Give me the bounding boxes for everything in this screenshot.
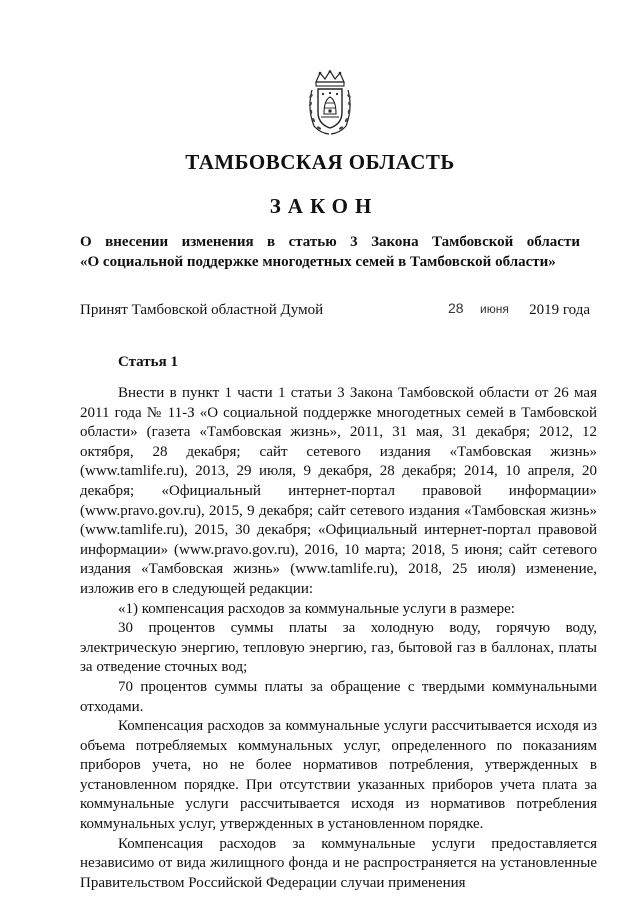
subject-word: изменения — [181, 234, 254, 250]
document-type: ЗАКОН — [269, 194, 379, 218]
law-subject-line-1 — [80, 232, 580, 252]
article-paragraph: «1) компенсация расходов за коммунальные услуги в размере: — [118, 600, 515, 617]
law-subject — [80, 232, 580, 272]
subject-word: Тамбовской — [432, 234, 514, 250]
adoption-line — [80, 302, 590, 322]
article-body — [80, 384, 597, 893]
article-paragraph: Внести в пункт 1 части 1 статьи 3 Закона Тамбовской области от 26 мая 2011 года № 11-З «О социальной поддержке многодетных семей в Тамбовской области» (газета «Тамбовская жизнь», 2011, 31 мая, 31 декабря; 2012, 12 октября, 28 декабря; сайт сетевого издания «Тамбовская жизнь» (www.tamlife.ru), 2013, 29 июля, 9 декабря, 28 декабря; 2014, 10 апреля, 20 декабря; «Официальный интернет-портал правовой информации» (www.pravo.gov.ru), 2015, 9 декабря; сайт сетевого издания «Тамбовская жизнь» (www.tamlife.ru), 2015, 30 декабря; «Официальный интернет-портал правовой информации» (www.pravo.gov.ru), 2016, 10 марта; 2018, 5 июня; сайт сетевого издания «Тамбовская жизнь» (www.tamlife.ru), 2018, 25 июля) изменение, изложив его в следующей редакции: — [80, 385, 597, 597]
subject-word: 3 — [350, 234, 358, 250]
article-paragraph: 70 процентов суммы платы за обращение с твердыми коммунальными отходами. — [80, 678, 597, 715]
article-paragraph: 30 процентов суммы платы за холодную воду, горячую воду, электрическую энергию, тепловую энергию, газ, бытовой газ в баллонах, платы за отведение сточных вод; — [80, 620, 597, 676]
subject-word: О — [80, 234, 92, 250]
article-paragraph: Компенсация расходов за коммунальные услуги предоставляется независимо от вида жилищного фонда и не распространяется на установленные Правительством Российской Федерации случаи применения — [80, 835, 597, 891]
law-subject-line-2: «О социальной поддержке многодетных семей в Тамбовской области» — [80, 254, 556, 270]
subject-word: Закона — [371, 234, 419, 250]
adopted-by: Принят Тамбовской областной Думой — [80, 302, 324, 318]
subject-word: статью — [288, 234, 337, 250]
adoption-year: 2019 года — [529, 302, 590, 318]
adoption-day: 28 — [448, 300, 464, 316]
subject-word: внесении — [105, 234, 169, 250]
tambov-coat-of-arms-icon — [307, 70, 353, 136]
article-paragraph: Компенсация расходов за коммунальные услуги рассчитывается исходя из объема потребляемых коммунальных услуг, определенного по показаниям приборов учета, но не более нормативов потребления, утвержденных в установленном порядке. При отсутствии указанных приборов учета плата за коммунальные услуги рассчитывается исходя из нормативов потребления коммунальных услуг, утвержденных в установленном порядке. — [80, 718, 597, 833]
region-title: ТАМБОВСКАЯ ОБЛАСТЬ — [185, 150, 455, 174]
article-heading: Статья 1 — [118, 354, 178, 370]
subject-word: в — [267, 234, 276, 250]
adoption-month: июня — [480, 302, 509, 316]
subject-word: области — [526, 234, 580, 250]
